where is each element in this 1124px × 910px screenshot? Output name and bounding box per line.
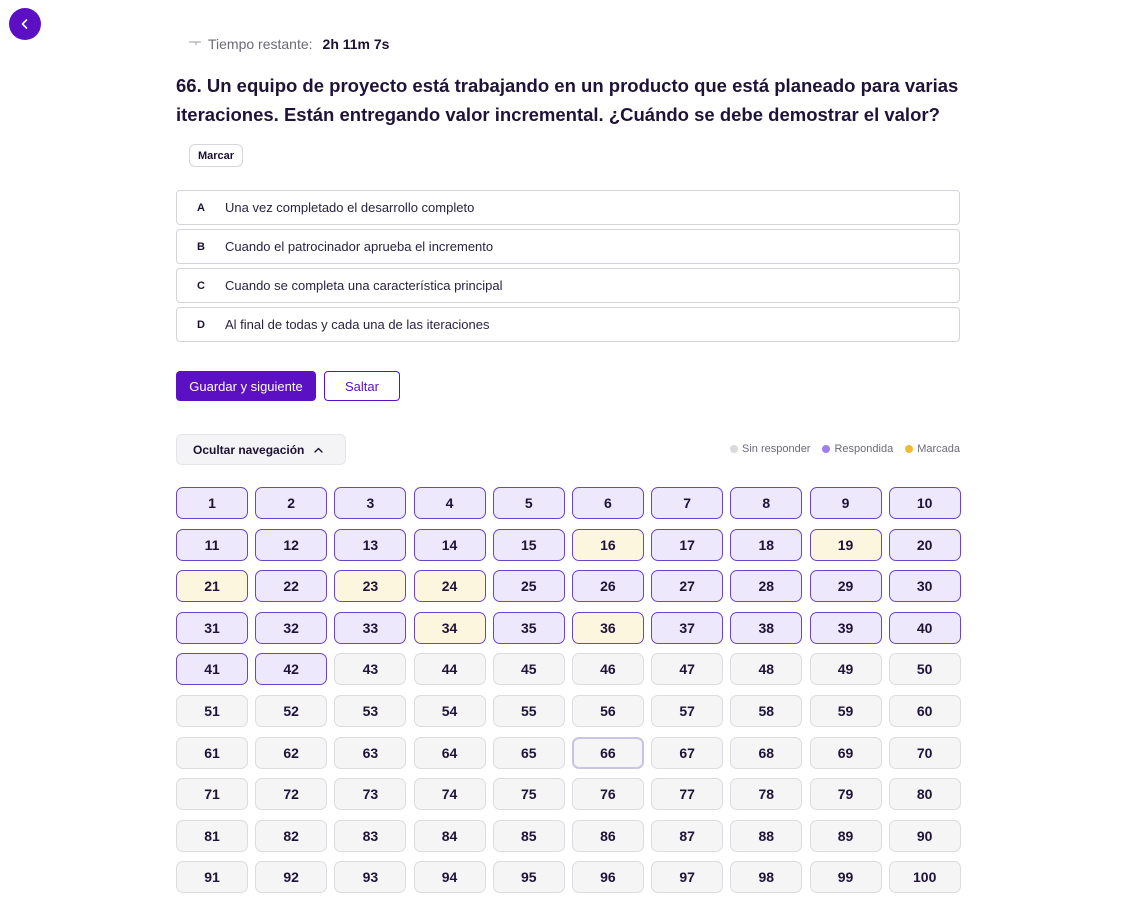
question-nav-item-57[interactable]: 57: [651, 695, 723, 727]
question-navigation-grid: [176, 487, 961, 893]
chevron-left-icon: [19, 18, 31, 30]
question-nav-item-48[interactable]: 48: [730, 653, 802, 685]
option-letter: C: [197, 279, 205, 292]
question-nav-item-1[interactable]: 1: [176, 487, 248, 519]
question-nav-item-14[interactable]: 14: [414, 529, 486, 561]
question-nav-item-100[interactable]: 100: [889, 861, 961, 893]
option-text: Cuando el patrocinador aprueba el incremento: [225, 239, 494, 254]
question-nav-item-32[interactable]: 32: [255, 612, 327, 644]
question-nav-item-4[interactable]: 4: [414, 487, 486, 519]
question-nav-item-87[interactable]: 87: [651, 820, 723, 852]
option-b[interactable]: [176, 229, 960, 264]
timer: [188, 36, 389, 52]
question-nav-item-25[interactable]: 25: [493, 570, 565, 602]
question-nav-item-41[interactable]: 41: [176, 653, 248, 685]
question-nav-item-97[interactable]: 97: [651, 861, 723, 893]
question-nav-item-72[interactable]: 72: [255, 778, 327, 810]
question-nav-item-44[interactable]: 44: [414, 653, 486, 685]
question-nav-item-91[interactable]: 91: [176, 861, 248, 893]
question-nav-item-15[interactable]: 15: [493, 529, 565, 561]
legend-dot: [822, 445, 830, 453]
question-nav-item-3[interactable]: 3: [334, 487, 406, 519]
question-nav-item-75[interactable]: 75: [493, 778, 565, 810]
question-nav-item-66[interactable]: 66: [572, 737, 644, 769]
skip-button[interactable]: Saltar: [324, 371, 400, 401]
question-nav-item-12[interactable]: 12: [255, 529, 327, 561]
question-nav-item-99[interactable]: 99: [810, 861, 882, 893]
question-nav-item-61[interactable]: 61: [176, 737, 248, 769]
question-nav-item-18[interactable]: 18: [730, 529, 802, 561]
question-nav-item-45[interactable]: 45: [493, 653, 565, 685]
question-nav-item-19[interactable]: 19: [810, 529, 882, 561]
question-nav-item-55[interactable]: 55: [493, 695, 565, 727]
question-nav-item-92[interactable]: 92: [255, 861, 327, 893]
question-nav-item-22[interactable]: 22: [255, 570, 327, 602]
question-nav-item-27[interactable]: 27: [651, 570, 723, 602]
question-nav-item-64[interactable]: 64: [414, 737, 486, 769]
option-letter: A: [197, 201, 205, 214]
question-nav-item-58[interactable]: 58: [730, 695, 802, 727]
question-nav-item-65[interactable]: 65: [493, 737, 565, 769]
save-and-next-button[interactable]: Guardar y siguiente: [176, 371, 316, 401]
question-nav-item-9[interactable]: 9: [810, 487, 882, 519]
question-nav-item-82[interactable]: 82: [255, 820, 327, 852]
question-nav-item-96[interactable]: 96: [572, 861, 644, 893]
question-nav-item-49[interactable]: 49: [810, 653, 882, 685]
question-nav-item-56[interactable]: 56: [572, 695, 644, 727]
legend-unanswered: [730, 443, 811, 455]
question-nav-item-28[interactable]: 28: [730, 570, 802, 602]
question-nav-item-77[interactable]: 77: [651, 778, 723, 810]
question-nav-item-21[interactable]: 21: [176, 570, 248, 602]
question-nav-item-13[interactable]: 13: [334, 529, 406, 561]
question-nav-item-37[interactable]: 37: [651, 612, 723, 644]
question-nav-item-71[interactable]: 71: [176, 778, 248, 810]
legend-label: Sin responder: [741, 443, 811, 455]
hide-navigation-toggle[interactable]: [176, 434, 346, 465]
question-nav-item-16[interactable]: 16: [572, 529, 644, 561]
question-nav-item-76[interactable]: 76: [572, 778, 644, 810]
option-a[interactable]: [176, 190, 960, 225]
question-nav-item-2[interactable]: 2: [255, 487, 327, 519]
question-nav-item-8[interactable]: 8: [730, 487, 802, 519]
question-nav-item-20[interactable]: 20: [889, 529, 961, 561]
question-nav-item-26[interactable]: 26: [572, 570, 644, 602]
back-button[interactable]: [9, 8, 41, 40]
question-nav-item-59[interactable]: 59: [810, 695, 882, 727]
question-nav-item-94[interactable]: 94: [414, 861, 486, 893]
chevron-up-icon: [314, 447, 323, 453]
question-nav-item-31[interactable]: 31: [176, 612, 248, 644]
question-nav-item-38[interactable]: 38: [730, 612, 802, 644]
question-nav-item-10[interactable]: 10: [889, 487, 961, 519]
question-nav-item-40[interactable]: 40: [889, 612, 961, 644]
question-nav-item-35[interactable]: 35: [493, 612, 565, 644]
question-nav-item-83[interactable]: 83: [334, 820, 406, 852]
option-text: Una vez completado el desarrollo completo: [225, 200, 475, 215]
question-nav-item-47[interactable]: 47: [651, 653, 723, 685]
question-nav-item-89[interactable]: 89: [810, 820, 882, 852]
question-nav-item-73[interactable]: 73: [334, 778, 406, 810]
question-nav-item-90[interactable]: 90: [889, 820, 961, 852]
question-nav-item-85[interactable]: 85: [493, 820, 565, 852]
question-nav-item-78[interactable]: 78: [730, 778, 802, 810]
question-nav-item-34[interactable]: 34: [414, 612, 486, 644]
answer-options: [176, 190, 960, 346]
question-nav-item-29[interactable]: 29: [810, 570, 882, 602]
question-nav-item-54[interactable]: 54: [414, 695, 486, 727]
legend-label: Marcada: [917, 443, 960, 455]
question-nav-item-88[interactable]: 88: [730, 820, 802, 852]
legend-dot: [905, 445, 913, 453]
option-letter: D: [197, 318, 205, 331]
question-nav-item-23[interactable]: 23: [334, 570, 406, 602]
question-nav-item-30[interactable]: 30: [889, 570, 961, 602]
option-d[interactable]: [176, 307, 960, 342]
question-nav-item-69[interactable]: 69: [810, 737, 882, 769]
question-nav-item-80[interactable]: 80: [889, 778, 961, 810]
legend-dot: [730, 445, 738, 453]
question-nav-item-67[interactable]: 67: [651, 737, 723, 769]
question-nav-item-98[interactable]: 98: [730, 861, 802, 893]
option-letter: B: [197, 240, 205, 253]
question-nav-item-81[interactable]: 81: [176, 820, 248, 852]
question-nav-item-84[interactable]: 84: [414, 820, 486, 852]
option-text: Cuando se completa una característica principal: [225, 278, 503, 293]
question-nav-item-70[interactable]: 70: [889, 737, 961, 769]
question-nav-item-7[interactable]: 7: [651, 487, 723, 519]
question-nav-item-68[interactable]: 68: [730, 737, 802, 769]
question-nav-item-39[interactable]: 39: [810, 612, 882, 644]
question-nav-item-11[interactable]: 11: [176, 529, 248, 561]
question-nav-item-95[interactable]: 95: [493, 861, 565, 893]
question-nav-item-36[interactable]: 36: [572, 612, 644, 644]
question-nav-item-63[interactable]: 63: [334, 737, 406, 769]
question-nav-item-86[interactable]: 86: [572, 820, 644, 852]
option-c[interactable]: [176, 268, 960, 303]
question-nav-item-52[interactable]: 52: [255, 695, 327, 727]
timer-value: 2h 11m 7s: [322, 36, 390, 52]
legend-answered: [822, 443, 893, 455]
timer-icon: [188, 39, 202, 49]
question-nav-item-51[interactable]: 51: [176, 695, 248, 727]
question-nav-item-74[interactable]: 74: [414, 778, 486, 810]
question-nav-item-24[interactable]: 24: [414, 570, 486, 602]
mark-button[interactable]: Marcar: [189, 144, 243, 167]
question-nav-item-93[interactable]: 93: [334, 861, 406, 893]
question-nav-item-50[interactable]: 50: [889, 653, 961, 685]
toggle-label: Ocultar navegación: [193, 442, 305, 457]
question-nav-item-53[interactable]: 53: [334, 695, 406, 727]
question-nav-item-62[interactable]: 62: [255, 737, 327, 769]
timer-label: Tiempo restante:: [208, 36, 313, 52]
question-nav-item-60[interactable]: 60: [889, 695, 961, 727]
question-nav-item-33[interactable]: 33: [334, 612, 406, 644]
question-nav-item-6[interactable]: 6: [572, 487, 644, 519]
question-nav-item-43[interactable]: 43: [334, 653, 406, 685]
question-nav-item-17[interactable]: 17: [651, 529, 723, 561]
question-nav-item-46[interactable]: 46: [572, 653, 644, 685]
question-text: 66. Un equipo de proyecto está trabajando en un producto que está planeado para varias iteraciones. Están entregando valor incremental. ¿Cuándo se debe demostrar el valor?: [176, 75, 959, 125]
question-nav-item-79[interactable]: 79: [810, 778, 882, 810]
legend-label: Respondida: [834, 443, 894, 455]
legend-marked: [905, 443, 960, 455]
question-nav-item-5[interactable]: 5: [493, 487, 565, 519]
option-text: Al final de todas y cada una de las iteraciones: [225, 317, 490, 332]
question-nav-item-42[interactable]: 42: [255, 653, 327, 685]
status-legend: [718, 443, 960, 455]
